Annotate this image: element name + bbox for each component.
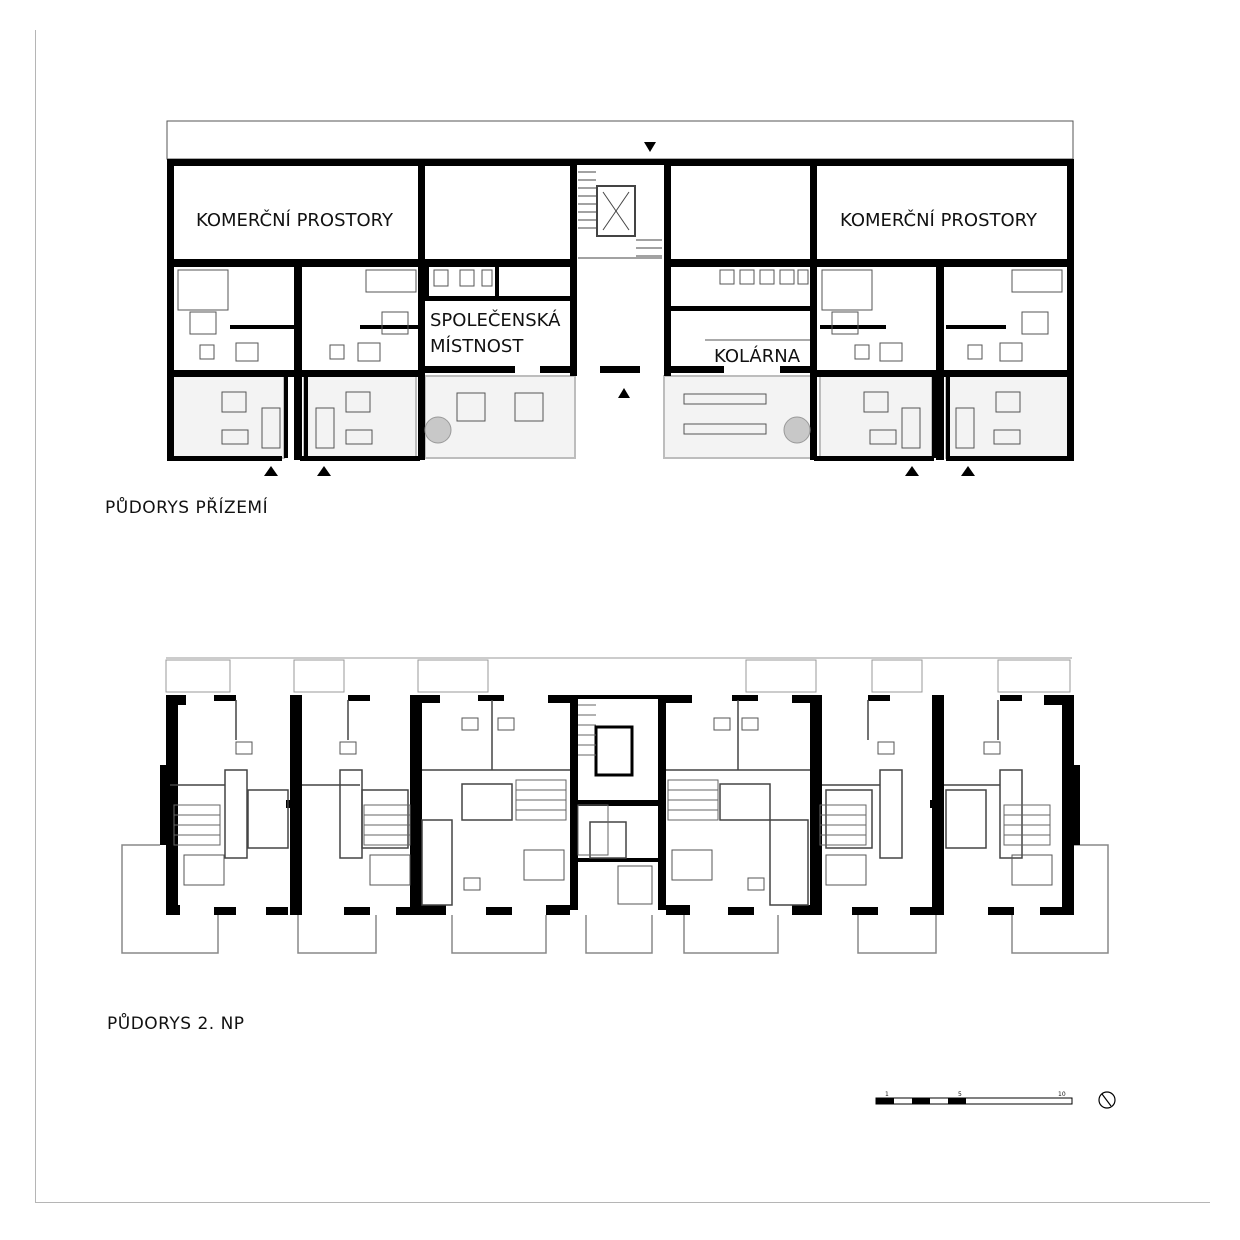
north-arrow-icon	[1099, 1092, 1115, 1108]
scale-label-1: 1	[885, 1091, 889, 1098]
bike-room-label: KOLÁRNA	[714, 346, 801, 367]
scale-label-10: 10	[1058, 1091, 1066, 1098]
common-room-label-line1: SPOLEČENSKÁ	[430, 310, 561, 331]
second-floor-title: PŮDORYS 2. NP	[107, 1014, 245, 1034]
ground-floor-title: PŮDORYS PŘÍZEMÍ	[105, 498, 269, 518]
commercial-right-label: KOMERČNÍ PROSTORY	[840, 210, 1038, 231]
common-room-label-line2: MÍSTNOST	[430, 336, 524, 357]
commercial-left-label: KOMERČNÍ PROSTORY	[196, 210, 394, 231]
scale-label-5: 5	[958, 1091, 962, 1098]
